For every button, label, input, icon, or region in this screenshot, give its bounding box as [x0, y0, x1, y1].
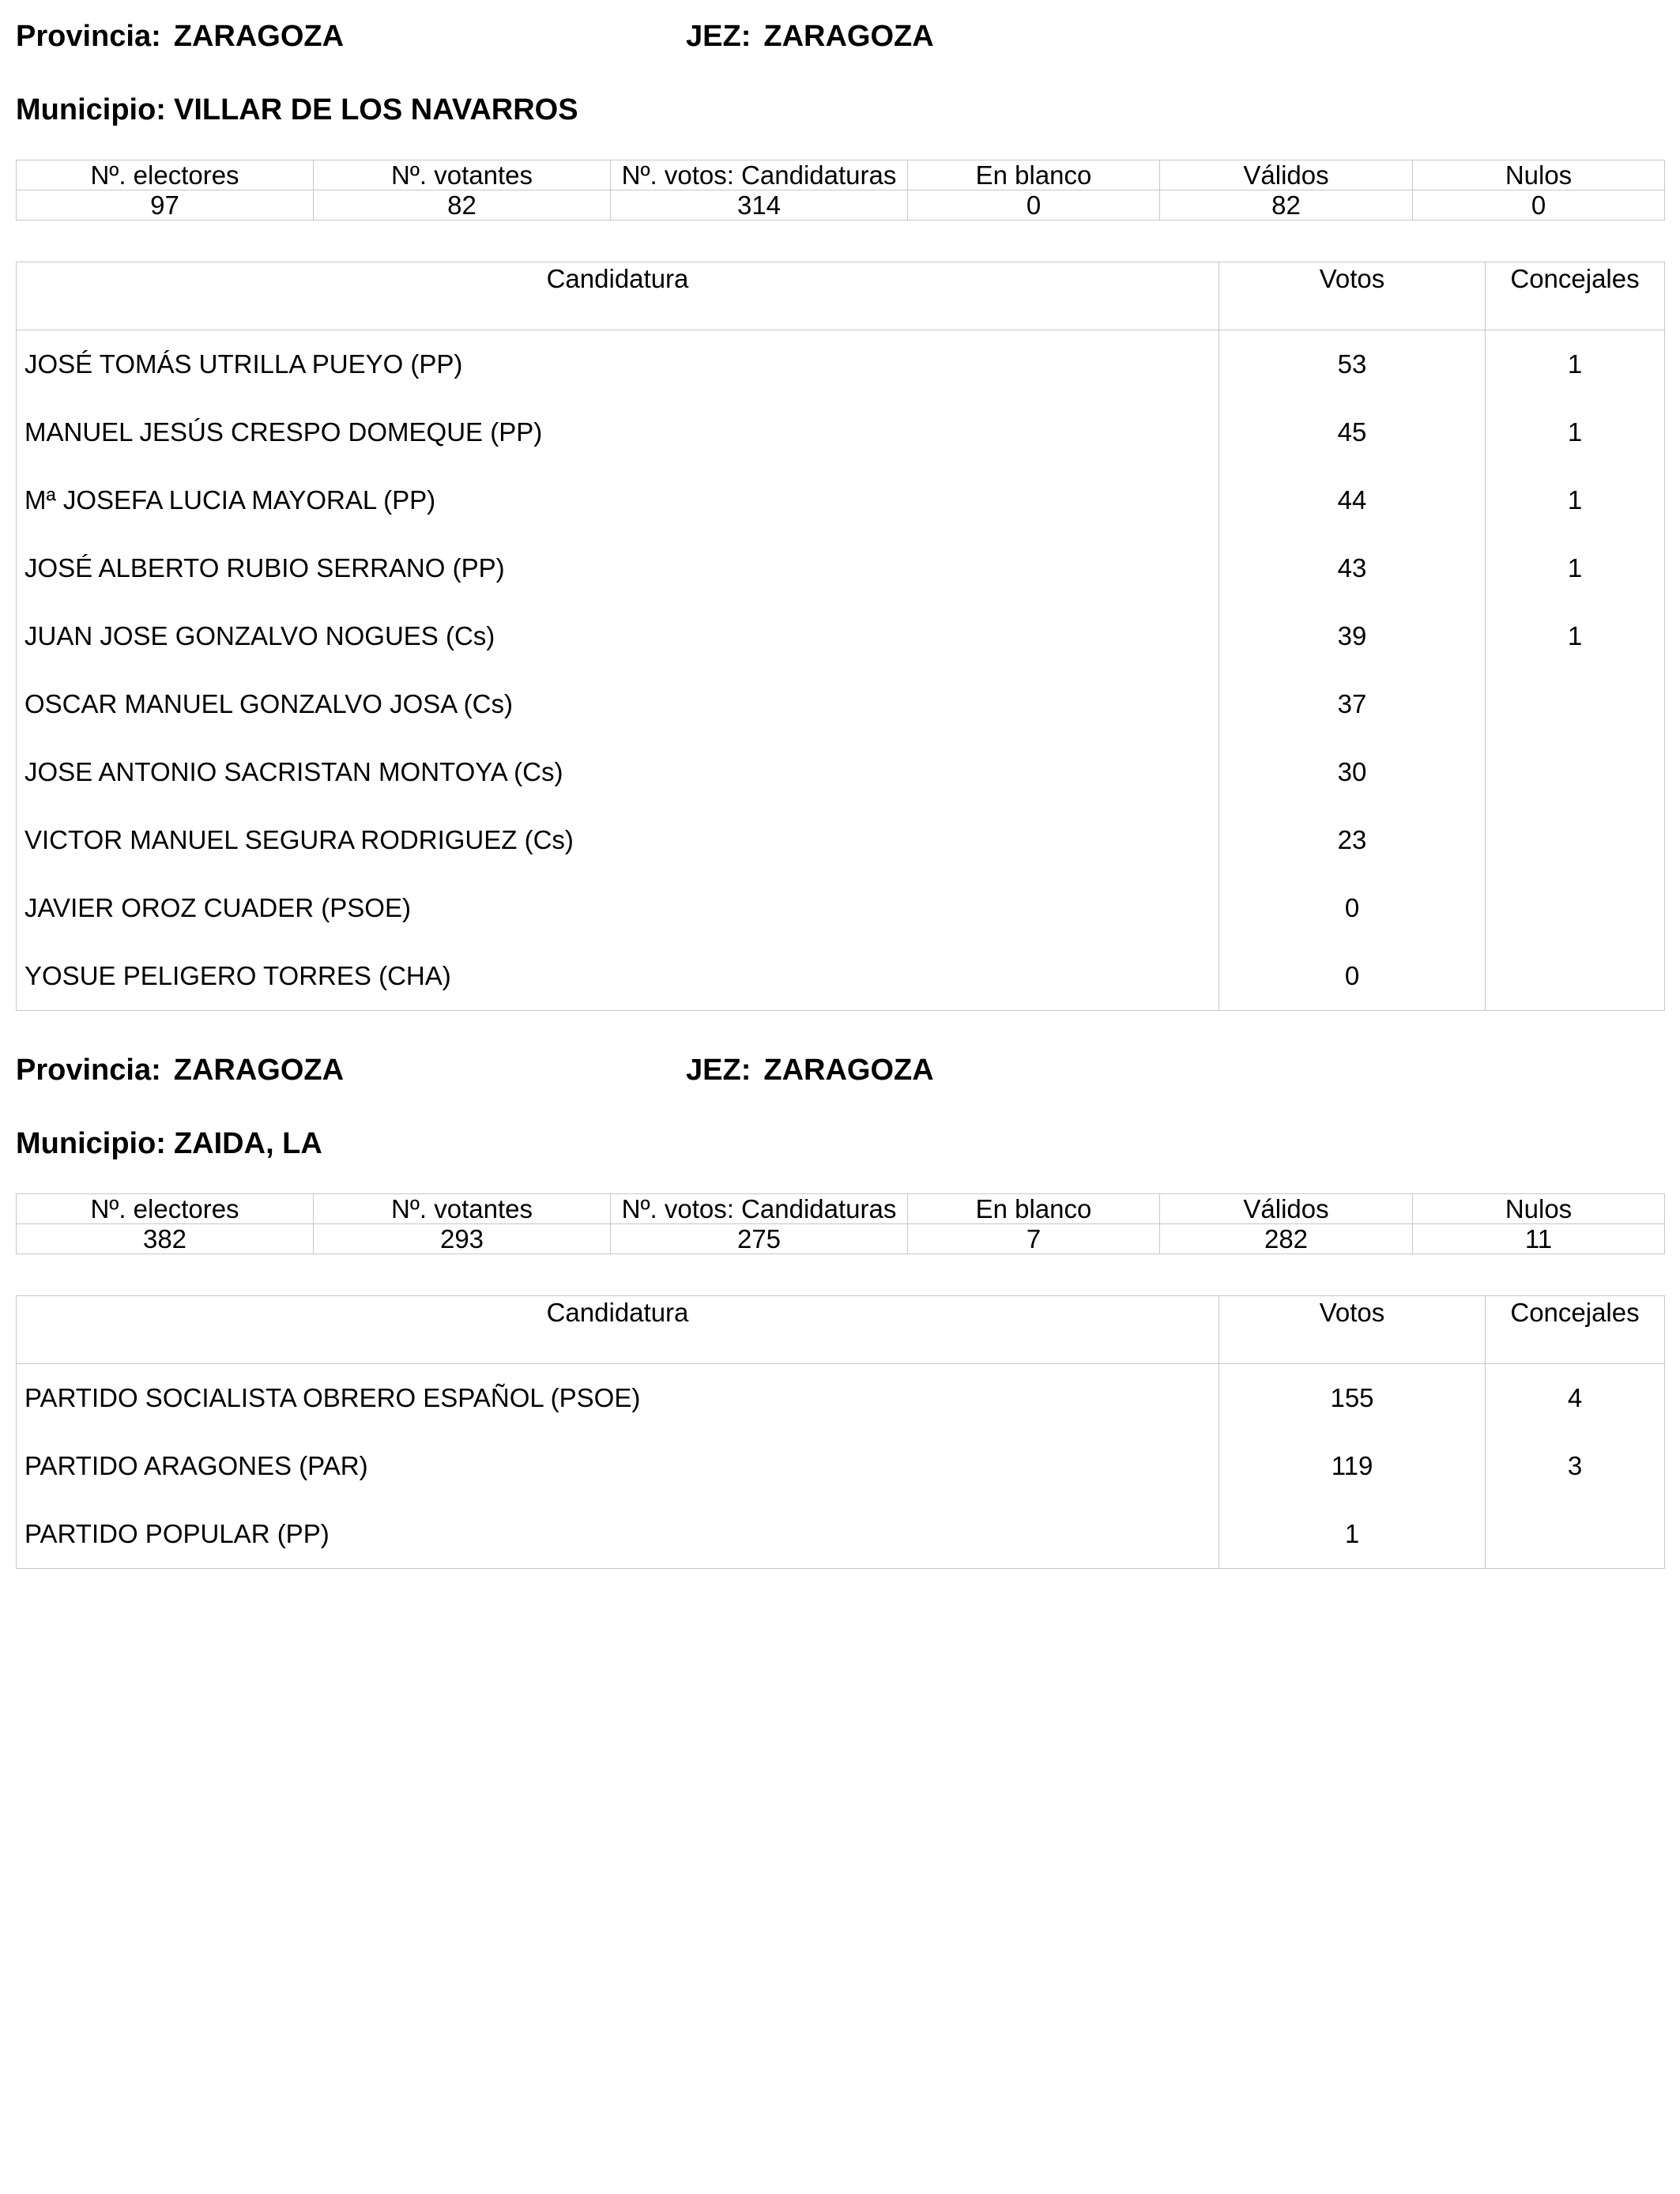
nulos-header: Nulos — [1413, 1194, 1665, 1224]
candidate-votos: 119 — [1219, 1432, 1486, 1500]
candidate-name: VICTOR MANUEL SEGURA RODRIGUEZ (Cs) — [17, 806, 1219, 874]
candidate-votos: 1 — [1219, 1500, 1486, 1569]
table-row — [17, 874, 1665, 942]
table-row — [17, 466, 1665, 534]
candidate-name: Mª JOSEFA LUCIA MAYORAL (PP) — [17, 466, 1219, 534]
table-row — [17, 398, 1665, 466]
municipio-label: Municipio: — [16, 93, 166, 126]
table-row — [17, 330, 1665, 399]
provincia-value: ZARAGOZA — [173, 1054, 345, 1087]
candidate-concejales — [1486, 670, 1665, 738]
table-row — [17, 534, 1665, 602]
validos-value: 282 — [1160, 1224, 1413, 1254]
summary-value-row — [17, 190, 1665, 221]
summary-table — [16, 160, 1665, 221]
jez-value: ZARAGOZA — [763, 20, 934, 53]
jez-label: JEZ: — [686, 1054, 751, 1087]
provincia-header — [16, 21, 344, 51]
votos-candidaturas-header: Nº. votos: Candidaturas — [611, 1194, 908, 1224]
candidate-name: JUAN JOSE GONZALVO NOGUES (Cs) — [17, 602, 1219, 670]
table-row — [17, 670, 1665, 738]
candidate-votos: 0 — [1219, 942, 1486, 1011]
en-blanco-value: 0 — [908, 190, 1160, 221]
en-blanco-value: 7 — [908, 1224, 1160, 1254]
votos-candidaturas-value: 275 — [611, 1224, 908, 1254]
votantes-header: Nº. votantes — [314, 160, 611, 190]
validos-value: 82 — [1160, 190, 1413, 221]
provincia-label: Provincia: — [16, 1054, 161, 1087]
votos-candidaturas-header: Nº. votos: Candidaturas — [611, 160, 908, 190]
municipio-value: ZAIDA, LA — [173, 1127, 322, 1160]
candidates-header-row — [17, 1296, 1665, 1364]
jez-header — [686, 1055, 934, 1085]
table-row — [17, 738, 1665, 806]
candidatura-header: Candidatura — [17, 1296, 1219, 1364]
validos-header: Válidos — [1160, 1194, 1413, 1224]
candidate-name: PARTIDO SOCIALISTA OBRERO ESPAÑOL (PSOE) — [17, 1364, 1219, 1433]
candidates-table — [16, 1295, 1665, 1569]
summary-header-row — [17, 1194, 1665, 1224]
provincia-header — [16, 1055, 344, 1085]
candidate-votos: 23 — [1219, 806, 1486, 874]
candidate-votos: 0 — [1219, 874, 1486, 942]
votantes-header: Nº. votantes — [314, 1194, 611, 1224]
nulos-header: Nulos — [1413, 160, 1665, 190]
candidate-votos: 53 — [1219, 330, 1486, 399]
candidate-name: JOSE ANTONIO SACRISTAN MONTOYA (Cs) — [17, 738, 1219, 806]
candidate-name: PARTIDO ARAGONES (PAR) — [17, 1432, 1219, 1500]
candidate-concejales: 1 — [1567, 417, 1583, 447]
candidates-table — [16, 262, 1665, 1011]
candidates-header-row — [17, 262, 1665, 330]
candidate-votos: 155 — [1219, 1364, 1486, 1433]
table-row — [17, 1432, 1665, 1500]
electores-value: 97 — [17, 190, 314, 221]
candidate-concejales: 1 — [1567, 349, 1583, 379]
table-row — [17, 602, 1665, 670]
candidate-concejales — [1486, 738, 1665, 806]
candidate-votos: 30 — [1219, 738, 1486, 806]
municipio-header — [16, 95, 578, 125]
concejales-header: Concejales — [1486, 1296, 1665, 1364]
candidate-concejales — [1486, 1500, 1665, 1569]
candidate-name: JAVIER OROZ CUADER (PSOE) — [17, 874, 1219, 942]
nulos-value: 11 — [1413, 1224, 1665, 1254]
en-blanco-header: En blanco — [908, 160, 1160, 190]
electores-value: 382 — [17, 1224, 314, 1254]
provincia-label: Provincia: — [16, 20, 161, 53]
candidate-name: YOSUE PELIGERO TORRES (CHA) — [17, 942, 1219, 1011]
candidate-concejales: 4 — [1567, 1383, 1583, 1412]
municipio-value: VILLAR DE LOS NAVARROS — [173, 93, 578, 126]
candidate-votos: 37 — [1219, 670, 1486, 738]
candidate-concejales: 3 — [1567, 1451, 1583, 1480]
candidate-votos: 44 — [1219, 466, 1486, 534]
electores-header: Nº. electores — [17, 160, 314, 190]
table-row — [17, 942, 1665, 1011]
jez-value: ZARAGOZA — [763, 1054, 934, 1087]
votantes-value: 82 — [314, 190, 611, 221]
summary-table — [16, 1193, 1665, 1254]
candidate-votos: 39 — [1219, 602, 1486, 670]
summary-value-row — [17, 1224, 1665, 1254]
votos-header: Votos — [1219, 1296, 1486, 1364]
concejales-header: Concejales — [1486, 262, 1665, 330]
table-row — [17, 1364, 1665, 1433]
votos-candidaturas-value: 314 — [611, 190, 908, 221]
municipio-label: Municipio: — [16, 1127, 166, 1160]
table-row — [17, 806, 1665, 874]
candidate-concejales: 1 — [1567, 553, 1583, 582]
summary-header-row — [17, 160, 1665, 190]
candidate-concejales: 1 — [1567, 621, 1583, 650]
candidate-concejales — [1486, 806, 1665, 874]
jez-header — [686, 21, 934, 51]
electores-header: Nº. electores — [17, 1194, 314, 1224]
table-row — [17, 1500, 1665, 1569]
votantes-value: 293 — [314, 1224, 611, 1254]
candidate-votos: 43 — [1219, 534, 1486, 602]
candidate-name: OSCAR MANUEL GONZALVO JOSA (Cs) — [17, 670, 1219, 738]
municipio-header — [16, 1129, 322, 1159]
candidate-concejales — [1486, 942, 1665, 1011]
candidate-name: JOSÉ ALBERTO RUBIO SERRANO (PP) — [17, 534, 1219, 602]
en-blanco-header: En blanco — [908, 1194, 1160, 1224]
candidate-concejales — [1486, 874, 1665, 942]
candidate-votos: 45 — [1219, 398, 1486, 466]
candidate-name: JOSÉ TOMÁS UTRILLA PUEYO (PP) — [17, 330, 1219, 399]
candidate-name: PARTIDO POPULAR (PP) — [17, 1500, 1219, 1569]
jez-label: JEZ: — [686, 20, 751, 53]
candidate-concejales: 1 — [1567, 485, 1583, 515]
candidatura-header: Candidatura — [17, 262, 1219, 330]
votos-header: Votos — [1219, 262, 1486, 330]
candidate-name: MANUEL JESÚS CRESPO DOMEQUE (PP) — [17, 398, 1219, 466]
nulos-value: 0 — [1413, 190, 1665, 221]
validos-header: Válidos — [1160, 160, 1413, 190]
provincia-value: ZARAGOZA — [173, 20, 345, 53]
